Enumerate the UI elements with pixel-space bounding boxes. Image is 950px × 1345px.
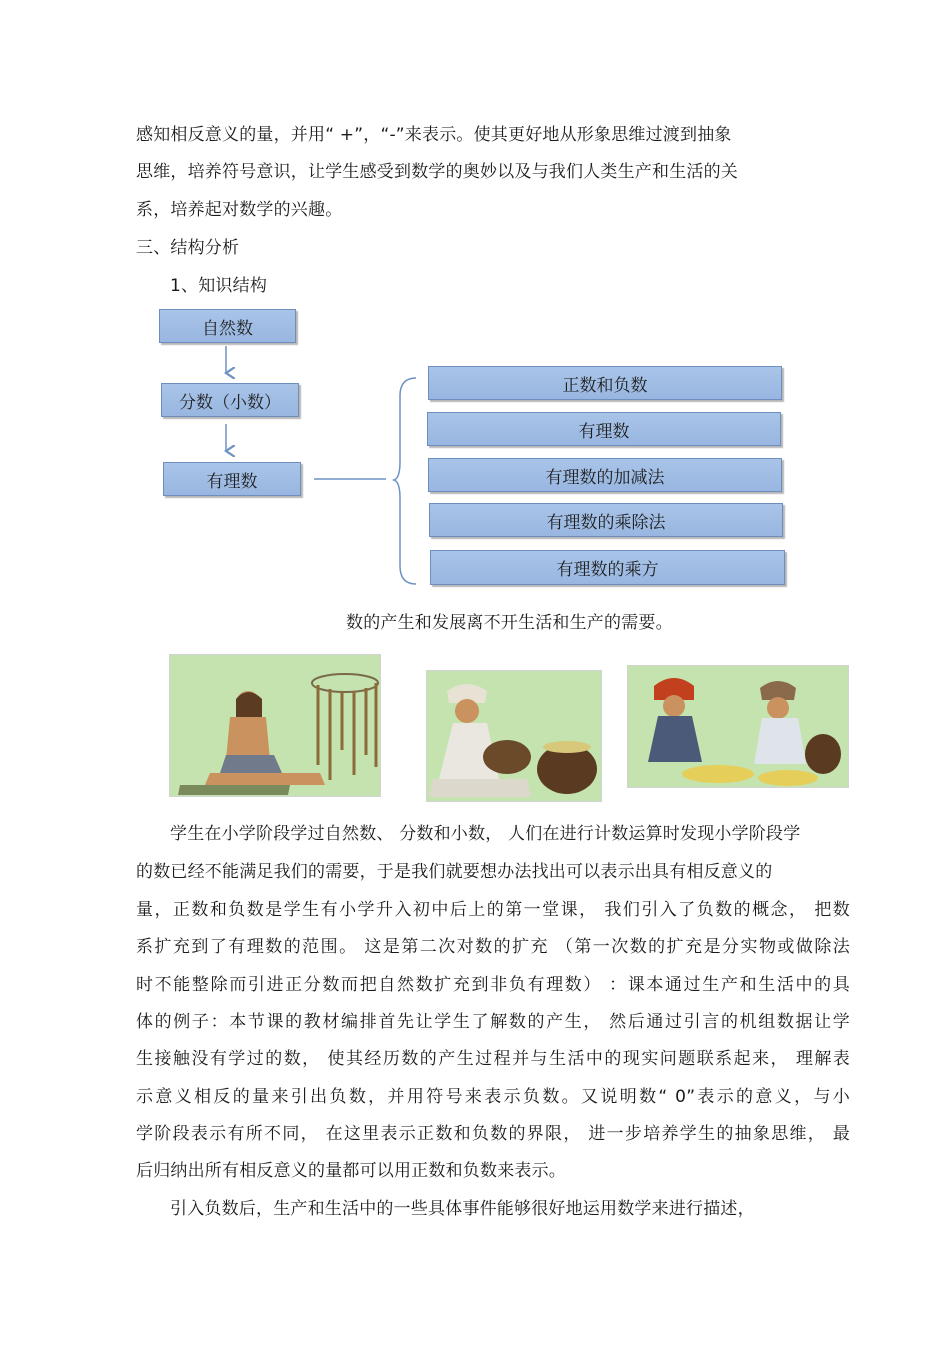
node-powers: 有理数的乘方 (430, 550, 785, 585)
paragraph-1-line-6: 体的例子：本节课的教材编排首先让学生了解数的产生， 然后通过引言的机组数据让学 (136, 1012, 850, 1032)
node-multiplication-division: 有理数的乘除法 (429, 503, 783, 537)
primitive-counting-picture (170, 655, 381, 797)
figure-caption: 数的产生和发展离不开生活和生产的需要。 (346, 613, 673, 633)
node-fractions: 分数（小数） (161, 383, 299, 417)
illustration-traders (627, 665, 849, 788)
traders-picture (628, 666, 849, 788)
potter-picture (427, 671, 602, 802)
paragraph-1-line-1: 学生在小学阶段学过自然数、 分数和小数， 人们在进行计数运算时发现小学阶段学 (170, 824, 801, 844)
paragraph-1-line-7: 生接触没有学过的数， 使其经历数的产生过程并与生活中的现实问题联系起来， 理解表 (136, 1049, 850, 1069)
node-positive-negative: 正数和负数 (428, 366, 782, 400)
intro-line-2: 思维，培养符号意识，让学生感受到数学的奥妙以及与我们人类生产和生活的关 (136, 162, 738, 182)
illustration-potter (426, 670, 602, 802)
paragraph-1-line-10: 后归纳出所有相反意义的量都可以用正数和负数来表示。 (136, 1161, 566, 1181)
paragraph-2: 引入负数后，生产和生活中的一些具体事件能够很好地运用数学来进行描述， (170, 1199, 755, 1219)
illustration-primitive-counting (169, 654, 381, 797)
node-addition-subtraction: 有理数的加减法 (428, 458, 782, 492)
paragraph-1-line-3: 量，正数和负数是学生有小学升入初中后上的第一堂课， 我们引入了负数的概念， 把数 (136, 900, 850, 920)
curly-brace (394, 378, 416, 584)
paragraph-1-line-4: 系扩充到了有理数的范围。 这是第二次对数的扩充 （第一次数的扩充是分实物或做除法 (136, 937, 850, 957)
section-heading: 三、结构分析 (136, 238, 240, 258)
node-rational: 有理数 (427, 412, 781, 446)
intro-line-3: 系，培养起对数学的兴趣。 (136, 200, 343, 220)
paragraph-1-line-5: 时不能整除而引进正分数而把自然数扩充到非负有理数） ：课本通过生产和生活中的具 (136, 975, 850, 995)
paragraph-1-line-9: 学阶段表示有所不同， 在这里表示正数和负数的界限， 进一步培养学生的抽象思维， 最 (136, 1124, 850, 1144)
paragraph-1-line-2: 的数已经不能满足我们的需要，于是我们就要想办法找出可以表示出具有相反意义的 (136, 862, 773, 882)
intro-line-1: 感知相反意义的量，并用“ +”，“-”来表示。使其更好地从形象思维过渡到抽象 (136, 125, 732, 145)
node-rational-numbers: 有理数 (163, 462, 301, 496)
node-natural-numbers: 自然数 (159, 309, 296, 343)
subsection-heading: 1、知识结构 (170, 276, 268, 296)
paragraph-1-line-8: 示意义相反的量来引出负数，并用符号来表示负数。又说明数“ 0”表示的意义，与小 (136, 1087, 850, 1107)
